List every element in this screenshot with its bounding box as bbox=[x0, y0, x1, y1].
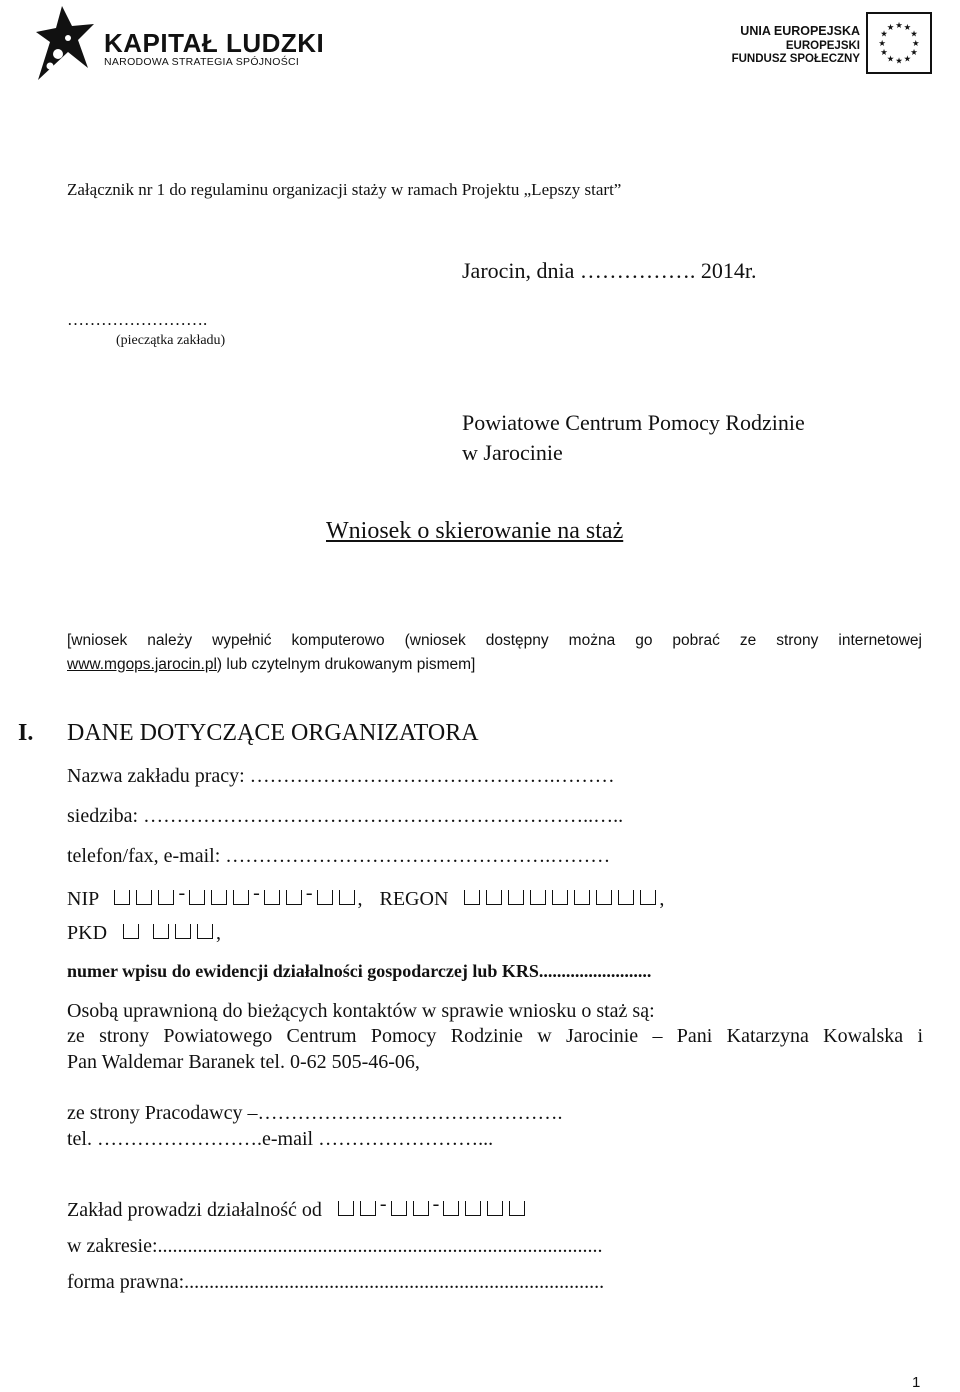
activity-label: Zakład prowadzi działalność od bbox=[67, 1199, 322, 1221]
employer-contact[interactable]: ze strony Pracodawcy –………………………………………. bbox=[67, 1102, 563, 1124]
website-link[interactable]: www.mgops.jarocin.pl bbox=[67, 656, 217, 673]
field-contact[interactable]: telefon/fax, e-mail: ………………………………………….……… bbox=[67, 845, 611, 867]
place-date: Jarocin, dnia ……………. 2014r. bbox=[462, 258, 757, 283]
nip-regon-row: NIP - - - , REGON , bbox=[67, 882, 665, 910]
contact-intro: Osobą uprawnioną do bieżących kontaktów w sprawie wniosku o staż są: bbox=[67, 1000, 655, 1022]
activity-date-boxes[interactable]: - - bbox=[335, 1193, 528, 1216]
svg-text:★: ★ bbox=[903, 53, 912, 64]
section-number: I. bbox=[18, 720, 34, 746]
svg-text:★: ★ bbox=[910, 47, 918, 58]
instructions-line-2 bbox=[67, 656, 475, 674]
eu-subtitle-2: FUNDUSZ SPOŁECZNY bbox=[731, 53, 860, 65]
pkd-row: PKD , bbox=[67, 922, 222, 944]
pkd-boxes[interactable] bbox=[120, 924, 216, 939]
nip-label: NIP bbox=[67, 888, 99, 910]
scope-field[interactable]: w zakresie:......................................................................................... bbox=[67, 1235, 603, 1257]
svg-text:★: ★ bbox=[910, 28, 918, 39]
svg-text:★: ★ bbox=[886, 21, 895, 32]
svg-text:★: ★ bbox=[880, 28, 888, 39]
activity-row bbox=[67, 1193, 528, 1222]
instructions-rest: ) lub czytelnym drukowanym pismem] bbox=[216, 656, 476, 673]
page-number: 1 bbox=[912, 1374, 921, 1391]
svg-text:★: ★ bbox=[895, 55, 903, 66]
kapital-ludzki-logo-icon bbox=[28, 2, 102, 86]
svg-text:★: ★ bbox=[878, 37, 886, 48]
section-title: DANE DOTYCZĄCE ORGANIZATORA bbox=[67, 720, 479, 746]
field-company-name[interactable]: Nazwa zakładu pracy: ……………………………………….……… bbox=[67, 765, 615, 787]
attachment-note: Załącznik nr 1 do regulaminu organizacji staży w ramach Projektu „Lepszy start” bbox=[67, 180, 622, 199]
document-title: Wniosek o skierowanie na staż bbox=[326, 518, 624, 544]
field-seat[interactable]: siedziba: …………………………………………………………..….. bbox=[67, 805, 624, 827]
legal-form-field[interactable]: forma prawna:.................................................................................... bbox=[67, 1271, 605, 1293]
eu-stars-icon bbox=[866, 12, 932, 74]
svg-text:★: ★ bbox=[903, 21, 912, 32]
pkd-label: PKD bbox=[67, 922, 108, 944]
contact-line-1: ze strony Powiatowego Centrum Pomocy Rodzinie w Jarocinie – Pani Katarzyna Kowalska i bbox=[67, 1025, 923, 1047]
kapital-ludzki-subtitle: NARODOWA STRATEGIA SPÓJNOŚCI bbox=[104, 56, 300, 68]
svg-text:★: ★ bbox=[880, 47, 888, 58]
eu-title: UNIA EUROPEJSKA bbox=[740, 24, 860, 38]
svg-text:★: ★ bbox=[895, 20, 903, 31]
regon-label: REGON bbox=[379, 888, 449, 910]
eu-subtitle-1: EUROPEJSKI bbox=[785, 40, 860, 52]
svg-text:★: ★ bbox=[912, 37, 920, 48]
stamp-dots: ……………………. bbox=[67, 310, 208, 329]
kapital-ludzki-title: KAPITAŁ LUDZKI bbox=[104, 28, 325, 58]
instructions-line-1: [wniosek należy wypełnić komputerowo (wniosek dostępny można go pobrać ze strony internetowej bbox=[67, 632, 922, 649]
stamp-label: (pieczątka zakładu) bbox=[116, 333, 226, 348]
recipient-line-1: Powiatowe Centrum Pomocy Rodzinie bbox=[462, 410, 805, 435]
svg-text:★: ★ bbox=[886, 53, 895, 64]
contact-line-2: Pan Waldemar Baranek tel. 0-62 505-46-06, bbox=[67, 1051, 420, 1073]
nip-boxes[interactable]: - - - bbox=[111, 882, 357, 905]
krs-line[interactable]: numer wpisu do ewidencji działalności gospodarczej lub KRS......................... bbox=[67, 961, 652, 981]
regon-boxes[interactable] bbox=[461, 890, 659, 905]
recipient-line-2: w Jarocinie bbox=[462, 440, 563, 465]
employer-tel-email[interactable]: tel. …………………….e-mail ……………………... bbox=[67, 1128, 494, 1150]
